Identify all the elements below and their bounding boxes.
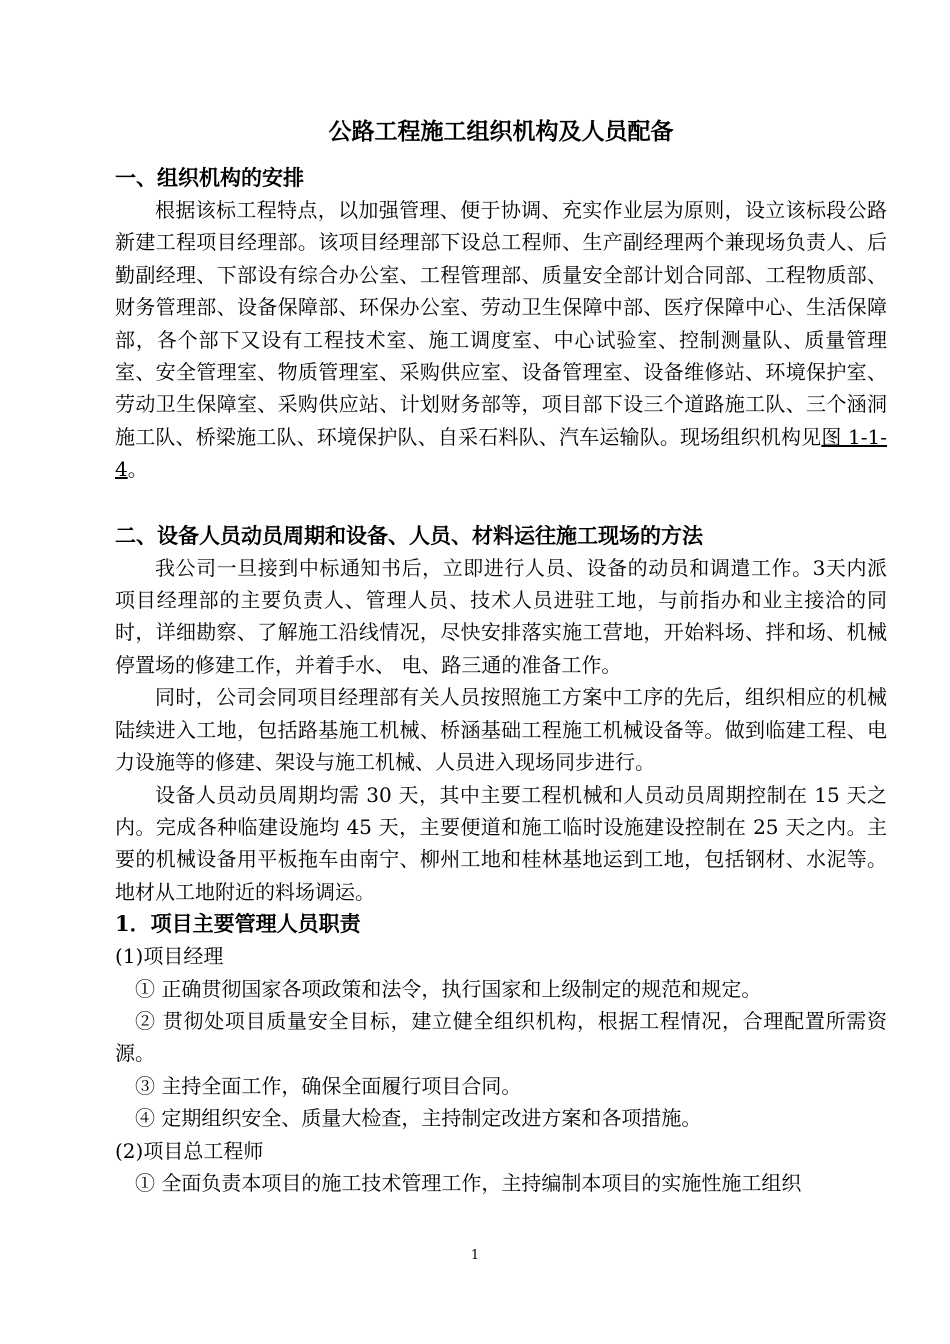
project-manager-duty: ② 贯彻处项目质量安全目标，建立健全组织机构，根据工程情况，合理配置所需资源。: [115, 1008, 887, 1066]
project-manager-duty: ④ 定期组织安全、质量大检查，主持制定改进方案和各项措施。: [135, 1106, 702, 1131]
page-number: 1: [470, 1248, 480, 1263]
document-title: 公路工程施工组织机构及人员配备: [328, 118, 674, 145]
section-2-paragraph: 我公司一旦接到中标通知书后，立即进行人员、设备的动员和调遣工作。3天内派项目经理部的主要负责人、管理人员、技术人员进驻工地，与前指办和业主接洽的同时，详细勘察、了解施工沿线情况，尽快安排落实施工营地，开始料场、拌和场、机械停置场的修建工作，并着手水、 电、路三通的准备工作。: [115, 555, 887, 677]
section-2-paragraph: 设备人员动员周期均需 30 天，其中主要工程机械和人员动员周期控制在 15 天之内。完成各种临建设施均 45 天，主要便道和施工临时设施建设控制在 25 天之内。主要的机械设备用平板拖车由南宁、柳州工地和桂林基地运到工地，包括钢材、水泥等。地材从工地附近的料场调运。: [115, 782, 887, 904]
section-2-paragraph: 同时，公司会同项目经理部有关人员按照施工方案中工序的先后，组织相应的机械陆续进入工地，包括路基施工机械、桥涵基础工程施工机械设备等。做到临建工程、电力设施等的修建、架设与施工机械、人员进入现场同步进行。: [115, 685, 887, 775]
figure-reference-link[interactable]: 图 1-1-4: [115, 424, 887, 482]
section-1-paragraph-text: 根据该标工程特点，以加强管理、便于协调、充实作业层为原则，设立该标段公路新建工程项目经理部。该项目经理部下设总工程师、生产副经理两个兼现场负责人、后勤副经理、下部设有综合办公室、工程管理部、质量安全部计划合同部、工程物质部、财务管理部、设备保障部、环保办公室、劳动卫生保障中部、医疗保障中心、生活保障部，各个部下又设有工程技术室、施工调度室、中心试验室、控制测量队、质量管理室、安全管理室、物质管理室、采购供应室、设备管理室、设备维修站、环境保护室、劳动卫生保障室、采购供应站、计划财务部等，项目部下设三个道路施工队、三个涵洞施工队、桥梁施工队、环境保护队、自采石料队、汽车运输队。现场组织机构见: [115, 198, 887, 449]
document-body: [115, 110, 887, 1199]
chief-engineer-duty: ① 全面负责本项目的施工技术管理工作，主持编制本项目的实施性施工组织: [135, 1170, 802, 1195]
project-manager-label: (1)项目经理: [115, 944, 224, 969]
project-manager-duty: ① 正确贯彻国家各项政策和法令，执行国家和上级制定的规范和规定。: [135, 976, 762, 1001]
section-1-paragraph: [115, 194, 887, 486]
section-2-heading: 二、设备人员动员周期和设备、人员、材料运往施工现场的方法: [115, 522, 703, 548]
section-1-paragraph-end: 。: [127, 457, 148, 482]
section-3-heading: 1．项目主要管理人员职责: [115, 911, 361, 937]
section-1-heading: 一、组织机构的安排: [115, 165, 304, 190]
section-spacer: [115, 486, 887, 520]
project-manager-duty: ③ 主持全面工作，确保全面履行项目合同。: [135, 1073, 522, 1098]
chief-engineer-label: (2)项目总工程师: [115, 1138, 264, 1163]
